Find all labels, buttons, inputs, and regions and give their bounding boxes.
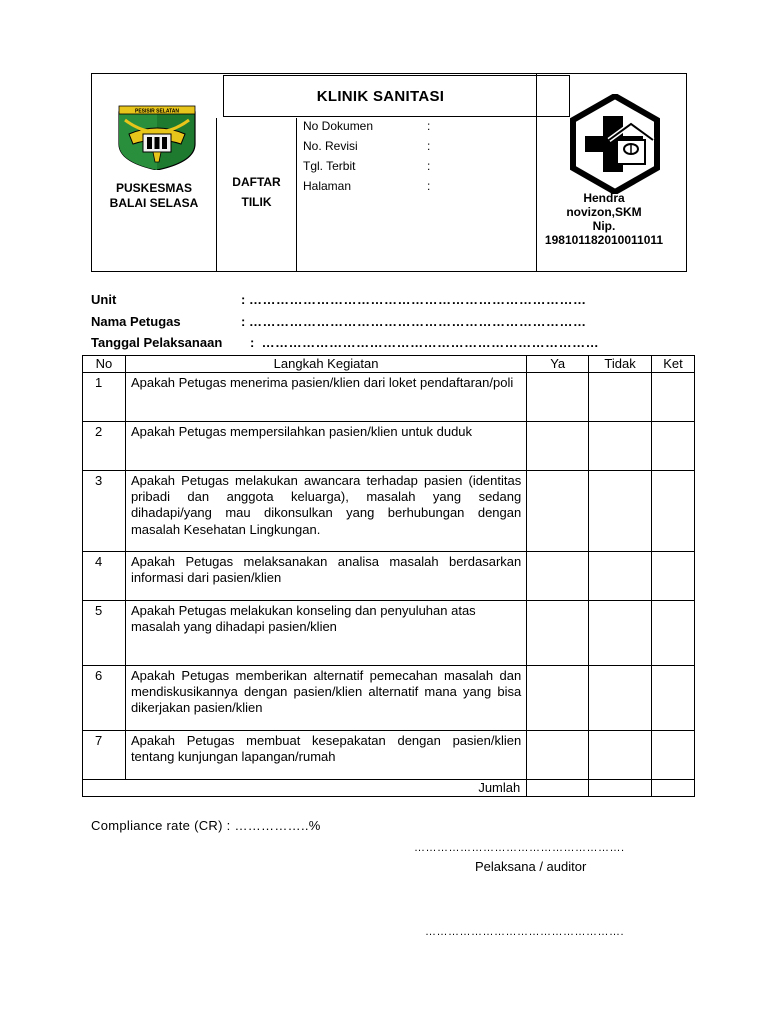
- check-tidak[interactable]: [589, 373, 652, 422]
- total-ket[interactable]: [652, 780, 695, 797]
- header-tidak: Tidak: [589, 356, 652, 373]
- check-ket[interactable]: [652, 422, 695, 471]
- meta-row: Halaman :: [303, 179, 431, 193]
- total-tidak[interactable]: [589, 780, 652, 797]
- check-tidak[interactable]: [589, 601, 652, 666]
- health-ministry-logo-icon: [565, 94, 665, 194]
- table-row: 5 Apakah Petugas melakukan konseling dan penyuluhan atas masalah yang dihadapi pasien/klien: [83, 601, 695, 666]
- header-ya: Ya: [527, 356, 589, 373]
- check-tidak[interactable]: [589, 471, 652, 552]
- header-ket: Ket: [652, 356, 695, 373]
- meta-row: No. Revisi :: [303, 139, 431, 153]
- table-row: 7 Apakah Petugas membuat kesepakatan dengan pasien/klien tentang kunjungan lapangan/rumah: [83, 731, 695, 780]
- title-box: [223, 75, 570, 117]
- checklist-table: [82, 355, 695, 797]
- check-ya[interactable]: [527, 422, 589, 471]
- field-unit-value: …………………………………………………………………: [248, 292, 587, 307]
- check-ket[interactable]: [652, 666, 695, 731]
- document-meta: [303, 116, 430, 196]
- check-ket[interactable]: [652, 552, 695, 601]
- check-ya[interactable]: [527, 666, 589, 731]
- total-row: [83, 780, 695, 797]
- table-row: 1 Apakah Petugas menerima pasien/klien dari loket pendaftaran/poli: [83, 373, 695, 422]
- field-unit: Unit : …………………………………………………………………: [91, 292, 587, 307]
- signature-date-line: ……………………………………………….: [414, 842, 625, 854]
- check-ket[interactable]: [652, 601, 695, 666]
- document-type: DAFTAR TILIK: [232, 175, 281, 209]
- total-ya[interactable]: [527, 780, 589, 797]
- table-row: 2 Apakah Petugas mempersilahkan pasien/klien untuk duduk: [83, 422, 695, 471]
- check-tidak[interactable]: [589, 422, 652, 471]
- check-ya[interactable]: [527, 373, 589, 422]
- table-header-row: [83, 356, 695, 373]
- meta-row: Tgl. Terbit :: [303, 159, 431, 173]
- check-ya[interactable]: [527, 601, 589, 666]
- field-nama-petugas-value: …………………………………………………………………: [248, 314, 587, 329]
- check-ket[interactable]: [652, 731, 695, 780]
- check-ya[interactable]: [527, 471, 589, 552]
- organization-name: PUSKESMAS BALAI SELASA: [109, 181, 199, 210]
- check-tidak[interactable]: [589, 552, 652, 601]
- check-ket[interactable]: [652, 373, 695, 422]
- document-header: [91, 73, 687, 272]
- field-tanggal-value: …………………………………………………………………: [261, 335, 600, 350]
- check-ya[interactable]: [527, 552, 589, 601]
- signer-info: Hendra novizon,SKM Nip. 198101182010011011: [544, 191, 664, 247]
- table-row: 3 Apakah Petugas melakukan awancara terhadap pasien (identitas pribadi dan anggota keluarga), masalah yang sedang dihadapi/yang mau dikonsulkan yang berhubungan dengan masalah Kesehatan Lingkungan.: [83, 471, 695, 552]
- header-no: No: [83, 356, 126, 373]
- emblem-text: PESISIR SELATAN: [135, 108, 179, 115]
- field-tanggal: Tanggal Pelaksanaan : …………………………………………………………………: [91, 335, 600, 350]
- table-row: 6 Apakah Petugas memberikan alternatif pemecahan masalah dan mendiskusikannya dengan pasien/klien alternatif mana yang bisa dikerjakan pasien/klien: [83, 666, 695, 731]
- check-ya[interactable]: [527, 731, 589, 780]
- check-tidak[interactable]: [589, 731, 652, 780]
- table-row: 4 Apakah Petugas melaksanakan analisa masalah berdasarkan informasi dari pasien/klien: [83, 552, 695, 601]
- header-step: Langkah Kegiatan: [125, 356, 526, 373]
- field-nama-petugas: Nama Petugas : …………………………………………………………………: [91, 314, 587, 329]
- regency-emblem-icon: [115, 104, 199, 170]
- check-tidak[interactable]: [589, 666, 652, 731]
- meta-row: No Dokumen :: [303, 119, 431, 133]
- total-label: Jumlah: [83, 780, 527, 797]
- document-title: KLINIK SANITASI: [316, 88, 445, 105]
- compliance-rate: Compliance rate (CR) : ……………..%: [91, 818, 321, 833]
- check-ket[interactable]: [652, 471, 695, 552]
- signature-name-line: …………………………………………….: [425, 926, 625, 938]
- signer-role: Pelaksana / auditor: [475, 859, 587, 874]
